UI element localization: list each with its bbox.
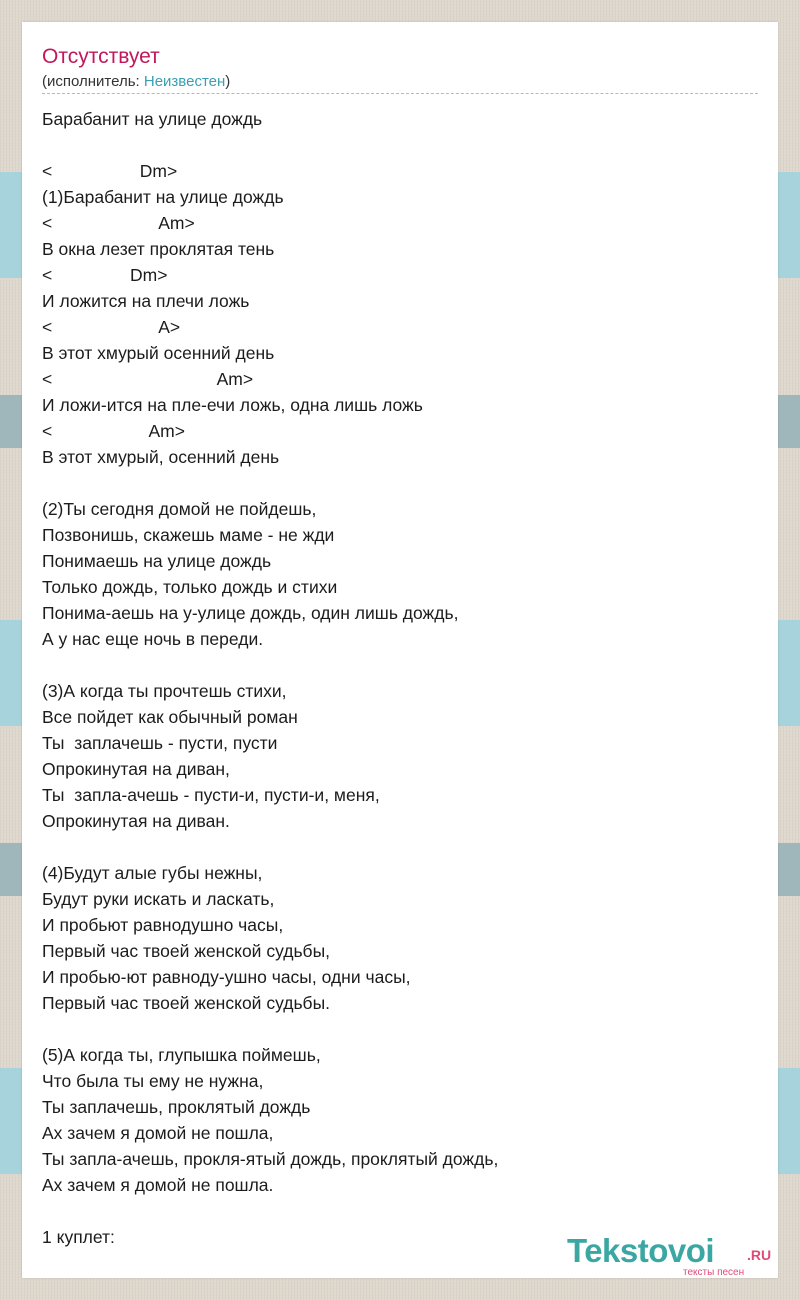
lyric-line xyxy=(42,834,758,860)
logo-tagline: тексты песен xyxy=(683,1267,745,1278)
lyric-line xyxy=(42,1016,758,1042)
lyric-line: В этот хмурый, осенний день xyxy=(42,447,280,467)
artist-suffix: ) xyxy=(225,73,231,90)
lyric-line: А у нас еще ночь в переди. xyxy=(42,629,264,649)
lyric-line: Позвонишь, скажешь маме - не жди xyxy=(42,525,335,545)
lyric-line: < Dm> xyxy=(42,161,178,181)
lyric-line: Ах зачем я домой не пошла. xyxy=(42,1175,274,1195)
lyric-line: < Am> xyxy=(42,213,195,233)
artist-line xyxy=(42,73,230,91)
lyric-line: Опрокинутая на диван, xyxy=(42,759,230,779)
logo-wordmark: Tekstovoi xyxy=(567,1232,715,1269)
lyric-line: Что была ты ему не нужна, xyxy=(42,1071,264,1091)
lyric-line xyxy=(42,652,758,678)
lyric-line: Барабанит на улице дождь xyxy=(42,109,263,129)
logo-domain: .RU xyxy=(747,1247,772,1263)
lyric-line: Все пойдет как обычный роман xyxy=(42,707,298,727)
lyric-line: Опрокинутая на диван. xyxy=(42,811,230,831)
lyric-line: Ах зачем я домой не пошла, xyxy=(42,1123,274,1143)
lyric-line: (1)Барабанит на улице дождь xyxy=(42,187,284,207)
lyric-line: Понима-аешь на у-улице дождь, один лишь дождь, xyxy=(42,603,459,623)
lyric-line: Ты заплачешь, проклятый дождь xyxy=(42,1097,311,1117)
lyrics-card xyxy=(22,22,778,1278)
lyric-line: < Am> xyxy=(42,421,185,441)
lyric-line xyxy=(42,470,758,496)
lyric-line: < Am> xyxy=(42,369,254,389)
lyric-line: И пробью-ют равноду-ушно часы, одни часы, xyxy=(42,967,411,987)
lyric-line: Первый час твоей женской судьбы, xyxy=(42,941,331,961)
lyric-line: (5)А когда ты, глупышка поймешь, xyxy=(42,1045,321,1065)
lyric-line: (4)Будут алые губы нежны, xyxy=(42,863,263,883)
lyric-line: (2)Ты сегодня домой не пойдешь, xyxy=(42,499,317,519)
lyric-line: Первый час твоей женской судьбы. xyxy=(42,993,331,1013)
site-logo[interactable] xyxy=(567,1232,777,1280)
lyrics-body xyxy=(42,106,758,1250)
lyric-line: Только дождь, только дождь и стихи xyxy=(42,577,338,597)
lyric-line: < Dm> xyxy=(42,265,168,285)
lyric-line: В этот хмурый осенний день xyxy=(42,343,275,363)
song-title: Отсутствует xyxy=(42,45,160,68)
lyric-line xyxy=(42,132,758,158)
artist-link[interactable]: Неизвестен xyxy=(143,73,226,90)
lyric-line: < A> xyxy=(42,317,181,337)
lyric-line: Ты заплачешь - пусти, пусти xyxy=(42,733,278,753)
lyric-line: Ты запла-ачешь - пусти-и, пусти-и, меня, xyxy=(42,785,380,805)
lyric-line: Будут руки искать и ласкать, xyxy=(42,889,275,909)
lyric-line: Ты запла-ачешь, прокля-ятый дождь, проклятый дождь, xyxy=(42,1149,499,1169)
lyric-line: Понимаешь на улице дождь xyxy=(42,551,272,571)
lyric-line: И ложится на плечи ложь xyxy=(42,291,250,311)
lyric-line: 1 куплет: xyxy=(42,1227,115,1247)
lyric-line: И ложи-ится на пле-ечи ложь, одна лишь ложь xyxy=(42,395,423,415)
artist-prefix: (исполнитель: xyxy=(42,73,144,90)
title-divider xyxy=(42,93,758,94)
lyric-line: В окна лезет проклятая тень xyxy=(42,239,275,259)
lyric-line xyxy=(42,1198,758,1224)
lyric-line: (3)А когда ты прочтешь стихи, xyxy=(42,681,287,701)
lyric-line: И пробьют равнодушно часы, xyxy=(42,915,284,935)
